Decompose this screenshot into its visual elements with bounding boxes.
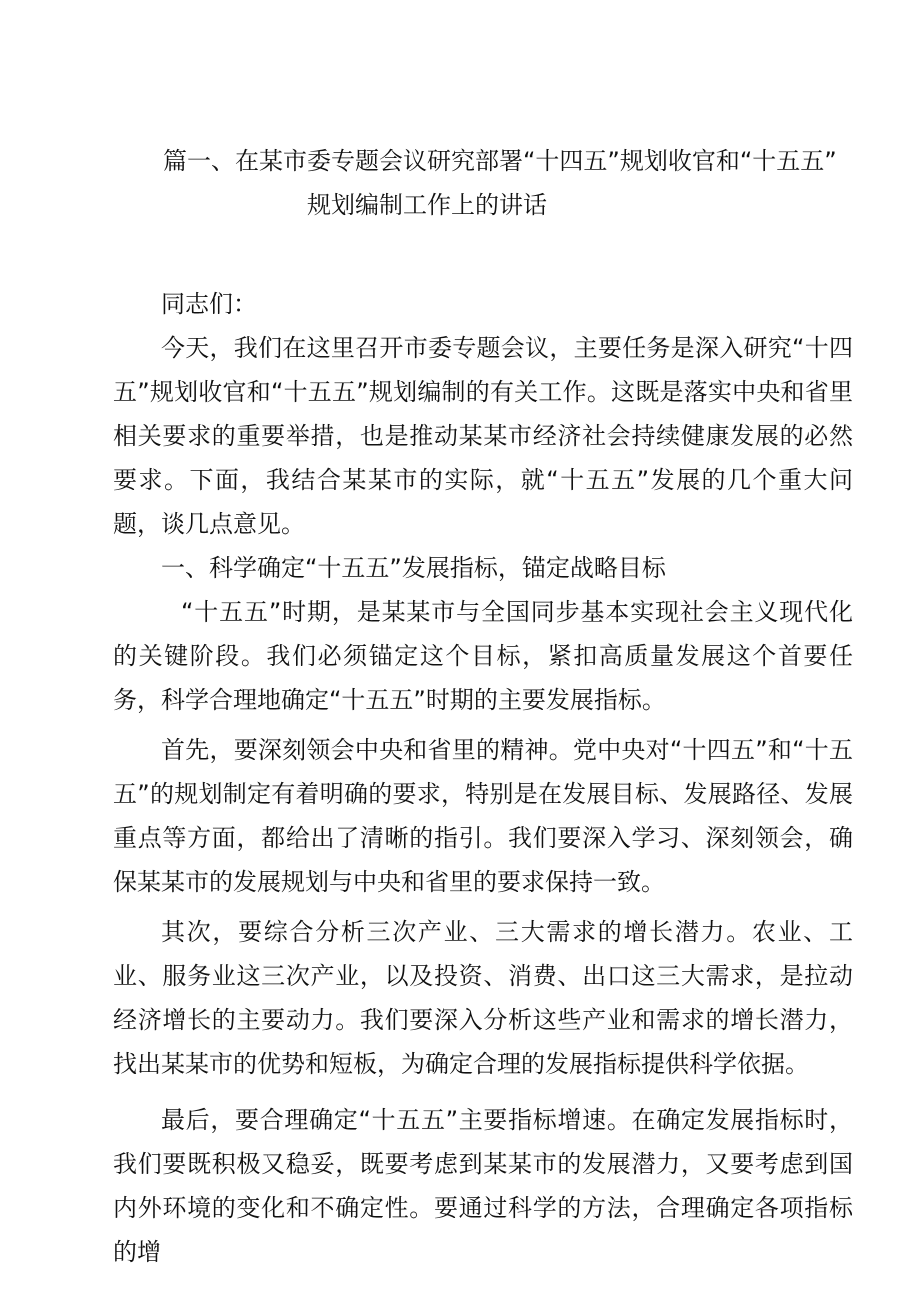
paragraph-third-point: 最后，要合理确定“十五五”主要指标增速。在确定发展指标时，我们要既积极又稳妥，既要考虑到某某市的发展潜力，又要考虑到国内外环境的变化和不确定性。要通过科学的方法，合理确定各项指标的增 — [113, 1106, 853, 1266]
paragraph-section-1: “十五五”时期，是某某市与全国同步基本实现社会主义现代化的关键阶段。我们必须锚定这个目标，紧扣高质量发展这个首要任务，科学合理地确定“十五五”时期的主要发展指标。 — [113, 598, 853, 714]
paragraph-second-point: 其次，要综合分析三次产业、三大需求的增长潜力。农业、工业、服务业这三次产业，以及投资、消费、出口这三大需求，是拉动经济增长的主要动力。我们要深入分析这些产业和需求的增长潜力，找出某某市的优势和短板，为确定合理的发展指标提供科学依据。 — [113, 918, 853, 1078]
document-title-line-1: 篇一、在某市委专题会议研究部署“十四五”规划收官和“十五五” — [163, 147, 837, 175]
section-heading-1: 一、科学确定“十五五”发展指标，锚定战略目标 — [161, 554, 666, 582]
document-title-line-2: 规划编制工作上的讲话 — [307, 191, 547, 219]
document-body — [113, 282, 853, 1274]
salutation: 同志们： — [161, 290, 257, 318]
paragraph-first-point: 首先，要深刻领会中央和省里的精神。党中央对“十四五”和“十五五”的规划制定有着明确的要求，特别是在发展目标、发展路径、发展重点等方面，都给出了清晰的指引。我们要深入学习、深刻领会，确保某某市的发展规划与中央和省里的要求保持一致。 — [113, 736, 853, 896]
paragraph-intro: 今天，我们在这里召开市委专题会议，主要任务是深入研究“十四五”规划收官和“十五五”规划编制的有关工作。这既是落实中央和省里相关要求的重要举措，也是推动某某市经济社会持续健康发展的必然要求。下面，我结合某某市的实际，就“十五五”发展的几个重大问题，谈几点意见。 — [113, 334, 853, 538]
